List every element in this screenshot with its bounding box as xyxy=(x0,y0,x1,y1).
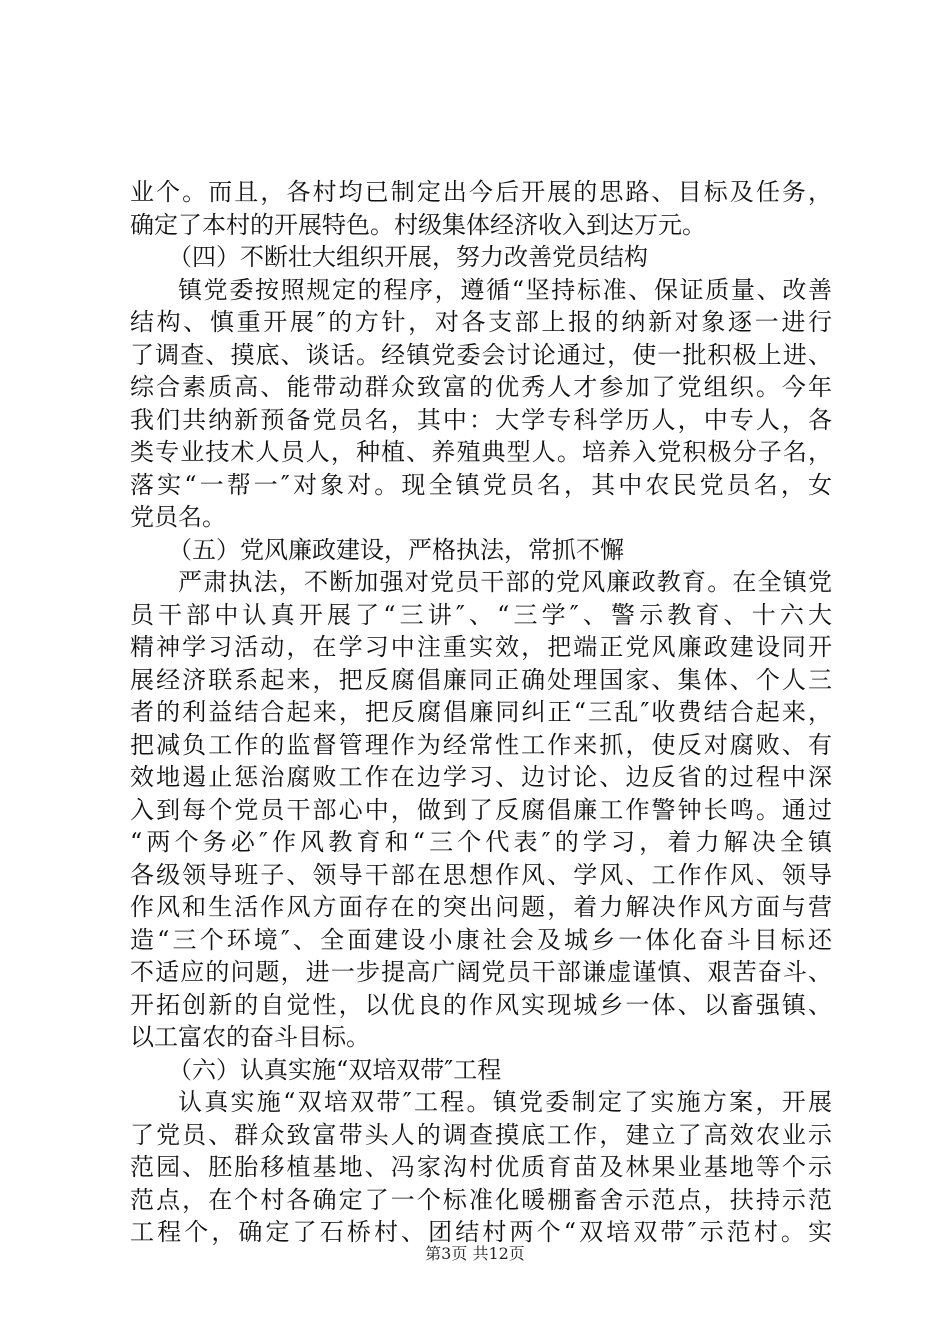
text-line: 以工富农的奋斗目标。 xyxy=(130,1023,370,1051)
text-line: 党员名。 xyxy=(130,503,226,531)
text-line: 效地遏止惩治腐败工作在边学习、边讨论、边反省的过程中深 xyxy=(130,763,832,791)
text-line: 造“三个环境″、全面建设小康社会及城乡一体化奋斗目标还 xyxy=(130,925,832,954)
document-body xyxy=(130,176,832,1249)
text-line: 认真实施“双培双带″工程。镇党委制定了实施方案，开展 xyxy=(178,1088,832,1116)
text-line: 各级领导班子、领导干部在思想作风、学风、工作作风、领导 xyxy=(130,860,832,889)
text-line: 结构、慎重开展″的方针，对各支部上报的纳新对象逐一进行 xyxy=(130,308,832,336)
text-line: 作风和生活作风方面存在的突出问题，着力解决作风方面与营 xyxy=(130,893,832,921)
text-line: 范点，在个村各确定了一个标准化暖棚畜舍示范点，扶持示范 xyxy=(130,1185,832,1214)
text-line: 严肃执法，不断加强对党员干部的党风廉政教育。在全镇党 xyxy=(178,568,832,596)
text-line: 业个。而且，各村均已制定出今后开展的思路、目标及任务， xyxy=(130,178,832,206)
text-line: 把减负工作的监督管理作为经常性工作来抓，使反对腐败、有 xyxy=(130,730,832,759)
text-line: 不适应的问题，进一步提高广阔党员干部谦虚谨慎、艰苦奋斗、 xyxy=(130,958,832,986)
text-line: 确定了本村的开展特色。村级集体经济收入到达万元。 xyxy=(130,210,706,239)
text-line: 精神学习活动，在学习中注重实效，把端正党风廉政建设同开 xyxy=(130,633,832,661)
text-line: 我们共纳新预备党员名，其中：大学专科学历人，中专人，各 xyxy=(130,405,832,434)
text-line: 落实“一帮一″对象对。现全镇党员名，其中农民党员名，女 xyxy=(130,470,832,499)
text-line: 范园、胚胎移植基地、冯家沟村优质育苗及林果业基地等个示 xyxy=(130,1153,832,1181)
text-line: 展经济联系起来，把反腐倡廉同正确处理国家、集体、个人三 xyxy=(130,665,832,694)
section-heading: （五）党风廉政建设，严格执法，常抓不懈 xyxy=(168,535,624,564)
text-line: 了党员、群众致富带头人的调查摸底工作，建立了高效农业示 xyxy=(130,1120,832,1149)
text-line: 工程个，确定了石桥村、团结村两个“双培双带″示范村。实 xyxy=(130,1218,832,1246)
text-line: 了调查、摸底、谈话。经镇党委会讨论通过，使一批积极上进、 xyxy=(130,340,832,369)
text-line: 类专业技术人员人，种植、养殖典型人。培养入党积极分子名， xyxy=(130,438,832,466)
text-line: 者的利益结合起来，把反腐倡廉同纠正“三乱″收费结合起来， xyxy=(130,698,832,726)
text-line: 员干部中认真开展了“三讲″、“三学″、警示教育、十六大 xyxy=(130,600,832,629)
text-line: 开拓创新的自觉性，以优良的作风实现城乡一体、以畜强镇、 xyxy=(130,990,832,1019)
page-footer: 第3页 共12页 xyxy=(425,1244,525,1263)
text-line: 综合素质高、能带动群众致富的优秀人才参加了党组织。今年 xyxy=(130,373,832,401)
section-heading: （六）认真实施“双培双带″工程 xyxy=(168,1055,502,1084)
text-line: 镇党委按照规定的程序，遵循“坚持标准、保证质量、改善 xyxy=(178,275,832,304)
text-line: 入到每个党员干部心中，做到了反腐倡廉工作警钟长鸣。通过 xyxy=(130,795,832,824)
text-line: “两个务必″作风教育和“三个代表″的学习，着力解决全镇 xyxy=(130,828,832,856)
section-heading: （四）不断壮大组织开展，努力改善党员结构 xyxy=(168,243,648,271)
